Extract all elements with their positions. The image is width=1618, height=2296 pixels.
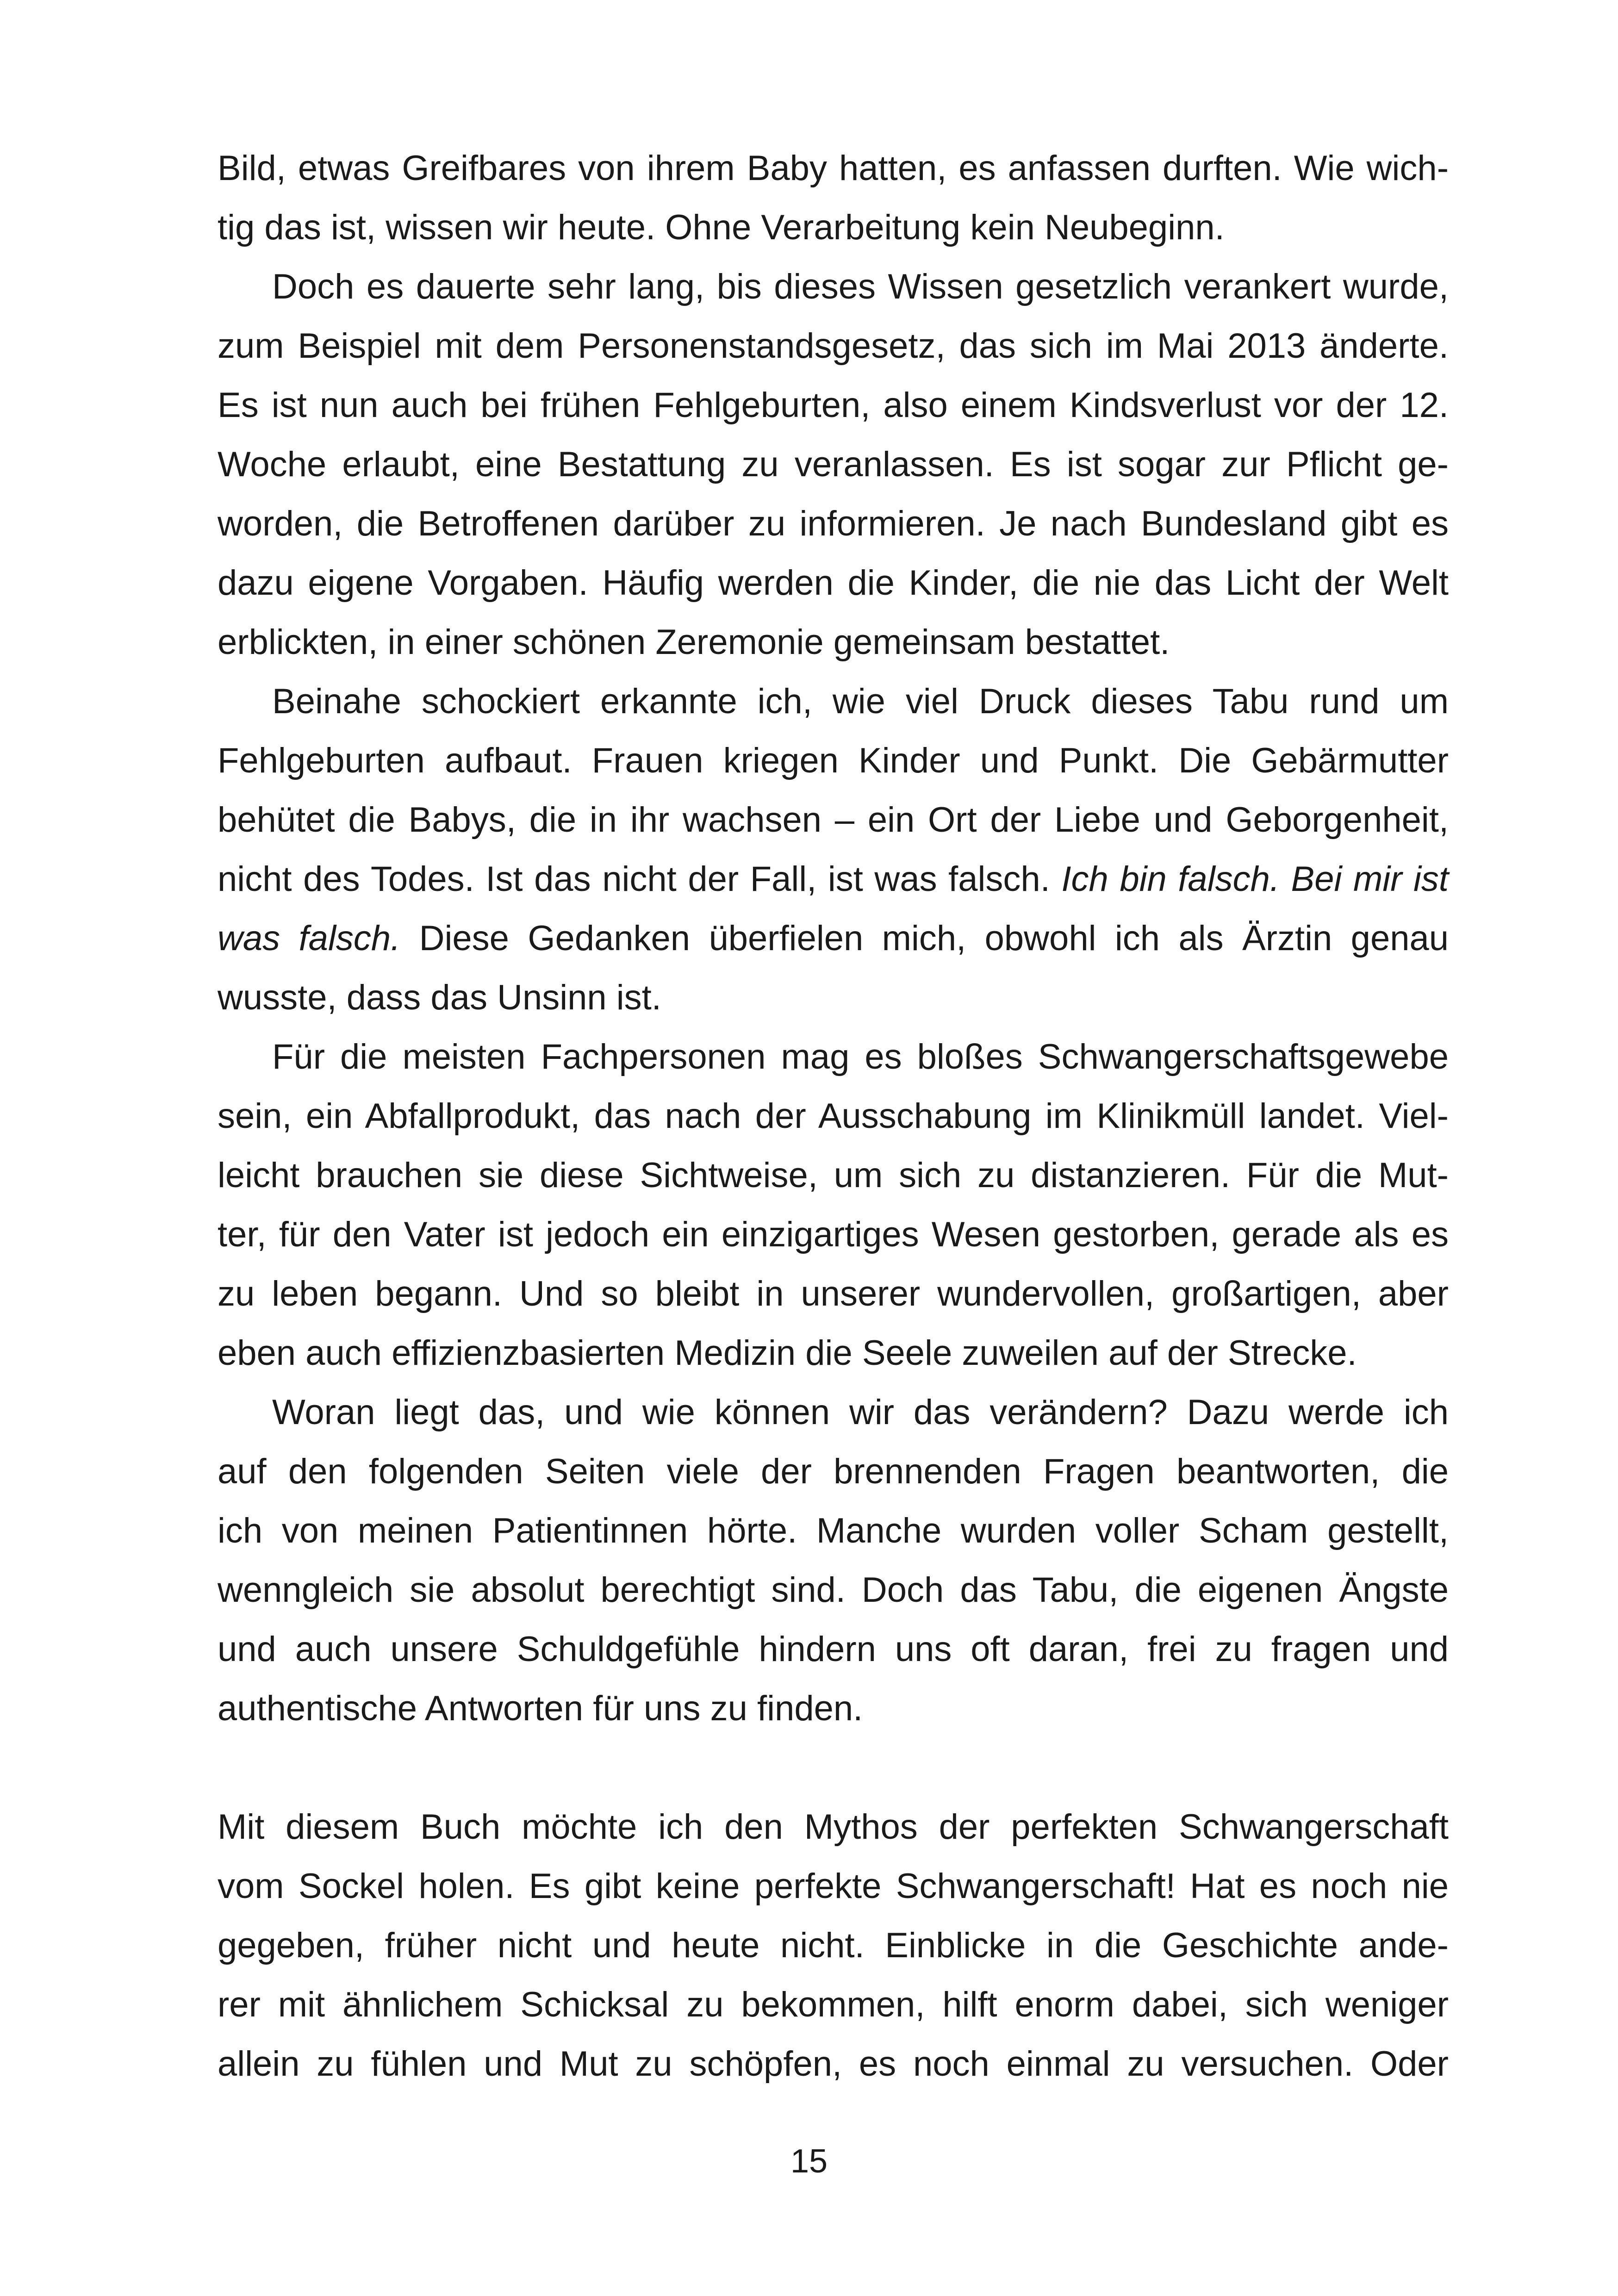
body-text	[218, 139, 1449, 2094]
text-line: leicht brauchen sie diese Sichtweise, um sich zu distanzieren. Für die Mut-	[218, 1156, 1449, 1195]
text-line: ich von meinen Patientinnen hörte. Manche wurden voller Scham gestellt,	[218, 1511, 1449, 1550]
text-line: Mit diesem Buch möchte ich den Mythos der perfekten Schwangerschaft	[218, 1807, 1449, 1847]
text-line: Woche erlaubt, eine Bestattung zu veranlassen. Es ist sogar zur Pflicht ge-	[218, 445, 1449, 484]
text-line: wusste, dass das Unsinn ist.	[218, 978, 661, 1017]
text-line: zum Beispiel mit dem Personenstandsgesetz, das sich im Mai 2013 änderte.	[218, 326, 1449, 366]
text-line: Für die meisten Fachpersonen mag es bloßes Schwangerschaftsgewebe	[272, 1037, 1449, 1076]
text-line: authentische Antworten für uns zu finden.	[218, 1689, 863, 1728]
text-line: Woran liegt das, und wie können wir das verändern? Dazu werde ich	[272, 1393, 1449, 1432]
text-line: rer mit ähnlichem Schicksal zu bekommen, hilft enorm dabei, sich weniger	[218, 1985, 1449, 2024]
text-line: erblickten, in einer schönen Zeremonie gemeinsam bestattet.	[218, 622, 1170, 662]
text-segment: Diese Gedanken überfielen mich, obwohl ich als Ärztin genau	[400, 919, 1449, 958]
text-line: zu leben begann. Und so bleibt in unserer wundervollen, großartigen, aber	[218, 1274, 1449, 1313]
text-line: eben auch effizienzbasierten Medizin die Seele zuweilen auf der Strecke.	[218, 1333, 1357, 1373]
text-line: ter, für den Vater ist jedoch ein einzigartiges Wesen gestorben, gerade als es	[218, 1215, 1449, 1254]
text-line: allein zu fühlen und Mut zu schöpfen, es noch einmal zu versuchen. Oder	[218, 2044, 1449, 2084]
text-segment: nicht des Todes. Ist das nicht der Fall, ist was falsch.	[218, 859, 1062, 899]
italic-text: was falsch.	[218, 919, 401, 958]
paragraph-gap	[218, 1738, 1449, 1798]
text-line: Beinahe schockiert erkannte ich, wie viel Druck dieses Tabu rund um	[272, 682, 1449, 721]
text-line: gegeben, früher nicht und heute nicht. Einblicke in die Geschichte ande-	[218, 1926, 1449, 1965]
text-line: und auch unsere Schuldgefühle hindern uns oft daran, frei zu fragen und	[218, 1630, 1449, 1669]
text-line	[218, 850, 1449, 909]
text-line: wenngleich sie absolut berechtigt sind. Doch das Tabu, die eigenen Ängste	[218, 1570, 1449, 1610]
text-line: sein, ein Abfallprodukt, das nach der Ausschabung im Klinikmüll landet. Viel-	[218, 1096, 1449, 1136]
text-line: Bild, etwas Greifbares von ihrem Baby hatten, es anfassen durften. Wie wich-	[218, 149, 1449, 188]
text-line: Es ist nun auch bei frühen Fehlgeburten, also einem Kindsverlust vor der 12.	[218, 386, 1449, 425]
text-line: vom Sockel holen. Es gibt keine perfekte Schwangerschaft! Hat es noch nie	[218, 1867, 1449, 1906]
text-line	[218, 909, 1449, 968]
text-line: dazu eigene Vorgaben. Häufig werden die Kinder, die nie das Licht der Welt	[218, 563, 1449, 603]
italic-text: Ich bin falsch. Bei mir ist	[1061, 859, 1449, 899]
text-line: worden, die Betroffenen darüber zu informieren. Je nach Bundesland gibt es	[218, 504, 1449, 543]
text-line: auf den folgenden Seiten viele der brennenden Fragen beantworten, die	[218, 1452, 1449, 1491]
page-number: 15	[790, 2143, 828, 2180]
text-line: Fehlgeburten aufbaut. Frauen kriegen Kinder und Punkt. Die Gebärmutter	[218, 741, 1449, 780]
text-line: tig das ist, wissen wir heute. Ohne Verarbeitung kein Neubeginn.	[218, 208, 1225, 247]
text-line: behütet die Babys, die in ihr wachsen – ein Ort der Liebe und Geborgenheit,	[218, 800, 1449, 840]
text-line: Doch es dauerte sehr lang, bis dieses Wissen gesetzlich verankert wurde,	[272, 267, 1449, 306]
